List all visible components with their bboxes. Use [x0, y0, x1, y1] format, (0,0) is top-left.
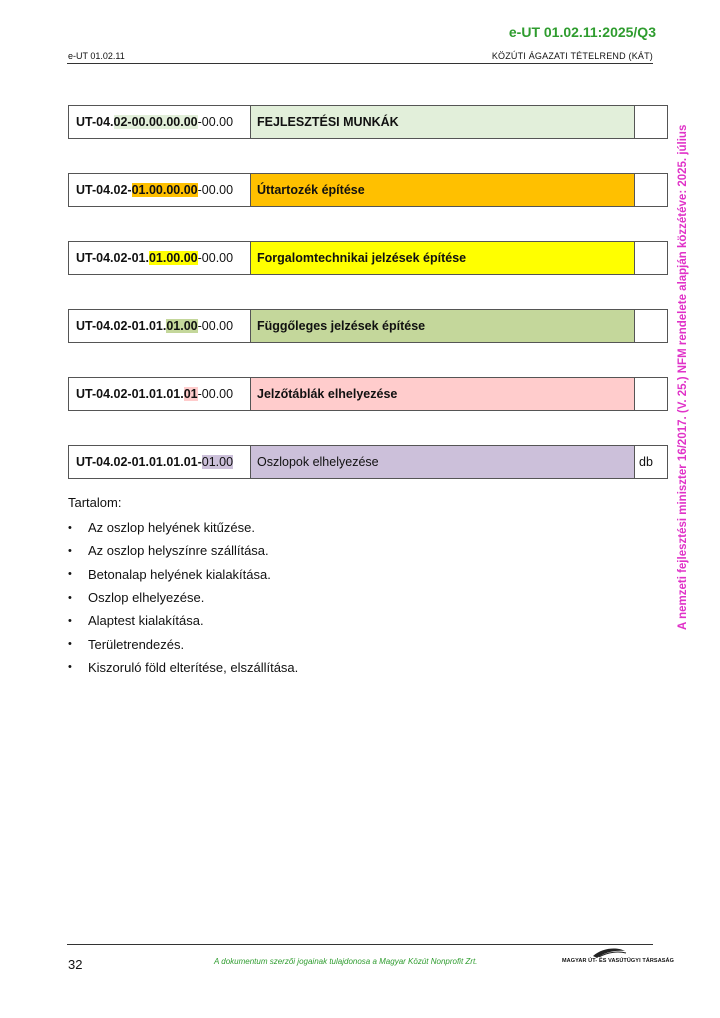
code-suffix: -00.00 — [197, 115, 234, 129]
code-row — [68, 105, 668, 139]
header-left: e-UT 01.02.11 — [68, 51, 125, 61]
code-prefix: UT-04.02-01.01. — [76, 319, 167, 333]
code-highlight: 02-00.00.00.00 — [113, 115, 198, 129]
list-item — [68, 609, 298, 632]
list-item-text: Betonalap helyének kialakítása. — [88, 566, 271, 582]
bullet-icon: • — [68, 614, 72, 627]
list-item-text: Alaptest kialakítása. — [88, 613, 204, 629]
code-highlight: 01.00.00.00 — [131, 183, 198, 197]
list-item — [68, 563, 298, 586]
side-publication-note: A nemzeti fejlesztési miniszter 16/2017. (V. 25.) NFM rendelete alapján közzétéve: 2025. július — [677, 124, 689, 630]
title-cell: Oszlopok elhelyezése — [251, 445, 635, 479]
list-item-text: Az oszlop helyének kitűzése. — [88, 520, 255, 536]
bullet-icon: • — [68, 638, 72, 651]
bullet-icon: • — [68, 661, 72, 674]
list-item — [68, 586, 298, 609]
list-item — [68, 516, 298, 539]
code-highlight: 01.00 — [166, 319, 198, 333]
bullet-icon: • — [68, 544, 72, 557]
code-prefix: UT-04. — [76, 115, 114, 129]
list-item-text: Az oszlop helyszínre szállítása. — [88, 543, 269, 559]
title-cell: FEJLESZTÉSI MUNKÁK — [251, 105, 635, 139]
unit-cell — [635, 241, 668, 275]
code-prefix: UT-04.02-01.01.01.01- — [76, 455, 202, 469]
title-cell: Forgalomtechnikai jelzések építése — [251, 241, 635, 275]
code-highlight: 01.00 — [201, 455, 234, 469]
code-highlight: 01.00.00 — [148, 251, 198, 265]
content-list — [68, 516, 298, 679]
title-cell: Jelzőtáblák elhelyezése — [251, 377, 635, 411]
code-suffix: -00.00 — [197, 387, 234, 401]
unit-cell — [635, 173, 668, 207]
code-row — [68, 173, 668, 207]
code-row — [68, 377, 668, 411]
code-suffix: -00.00 — [197, 183, 234, 197]
logo-text: MAGYAR ÚT- ÉS VASÚTÜGYI TÁRSASÁG — [562, 958, 674, 964]
list-item — [68, 656, 298, 679]
page-number: 32 — [68, 957, 83, 972]
code-cell — [68, 173, 251, 207]
content-label: Tartalom: — [68, 495, 122, 510]
list-item — [68, 632, 298, 655]
code-prefix: UT-04.02-01. — [76, 251, 149, 265]
code-cell — [68, 105, 251, 139]
list-item-text: Területrendezés. — [88, 636, 185, 652]
unit-cell — [635, 309, 668, 343]
code-prefix: UT-04.02- — [76, 183, 132, 197]
document-code: e-UT 01.02.11:2025/Q3 — [508, 24, 656, 40]
code-row — [68, 241, 668, 275]
code-suffix: -00.00 — [197, 251, 234, 265]
code-cell — [68, 241, 251, 275]
code-row — [68, 445, 668, 479]
code-cell — [68, 309, 251, 343]
title-cell: Függőleges jelzések építése — [251, 309, 635, 343]
bullet-icon: • — [68, 568, 72, 581]
unit-cell — [635, 105, 668, 139]
bullet-icon: • — [68, 591, 72, 604]
footer-rule — [67, 944, 653, 945]
list-item-text: Kiszoruló föld elterítése, elszállítása. — [88, 659, 299, 675]
code-cell — [68, 445, 251, 479]
code-suffix: -00.00 — [197, 319, 234, 333]
header-right: KÖZÚTI ÁGAZATI TÉTELREND (KÁT) — [491, 51, 653, 61]
code-prefix: UT-04.02-01.01.01. — [76, 387, 184, 401]
unit-cell — [635, 377, 668, 411]
code-highlight: 01 — [183, 387, 198, 401]
title-cell: Úttartozék építése — [251, 173, 635, 207]
code-row — [68, 309, 668, 343]
bullet-icon: • — [68, 521, 72, 534]
list-item — [68, 539, 298, 562]
header-rule — [67, 63, 653, 64]
code-cell — [68, 377, 251, 411]
list-item-text: Oszlop elhelyezése. — [88, 590, 205, 606]
footer-copyright: A dokumentum szerzői jogainak tulajdonosa a Magyar Közút Nonprofit Zrt. — [214, 957, 478, 966]
unit-cell: db — [635, 445, 668, 479]
